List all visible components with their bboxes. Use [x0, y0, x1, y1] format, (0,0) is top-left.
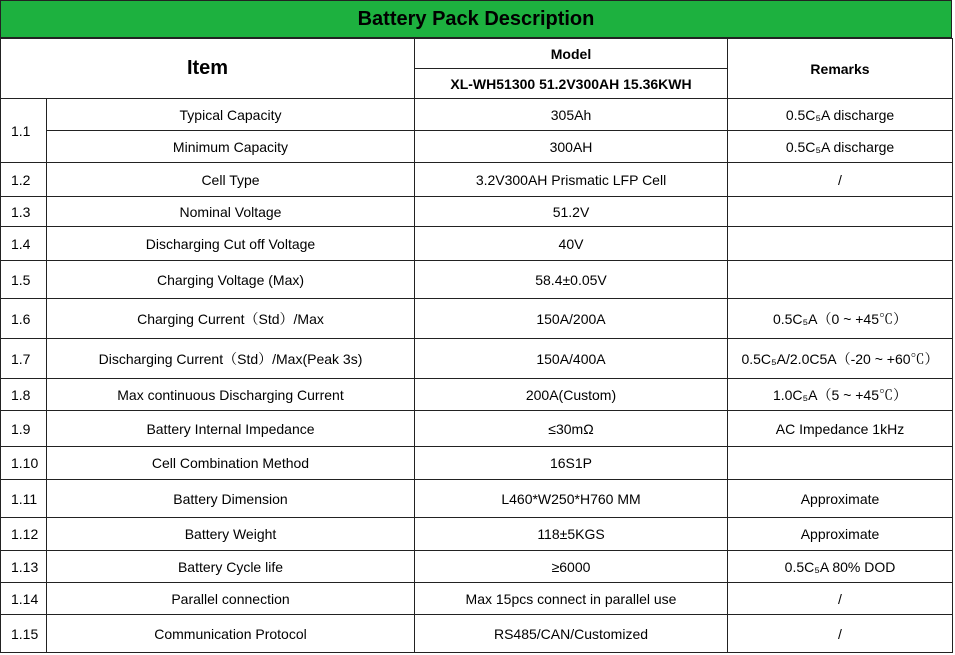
table-row [1, 480, 953, 518]
table-row [1, 131, 953, 163]
row-item: Cell Combination Method [47, 447, 415, 480]
row-remark: 0.5C₅A（0 ~ +45℃） [728, 299, 953, 339]
row-item: Parallel connection [47, 583, 415, 615]
table-row [1, 261, 953, 299]
row-value: ≤30mΩ [415, 411, 728, 447]
table-row [1, 379, 953, 411]
row-remark: 0.5C₅A 80% DOD [728, 551, 953, 583]
row-value: Max 15pcs connect in parallel use [415, 583, 728, 615]
row-number: 1.8 [1, 379, 47, 411]
row-number: 1.2 [1, 163, 47, 197]
row-remark [728, 447, 953, 480]
row-remark: Approximate [728, 480, 953, 518]
row-item: Discharging Cut off Voltage [47, 227, 415, 261]
table-row [1, 227, 953, 261]
row-value: 58.4±0.05V [415, 261, 728, 299]
row-value: 16S1P [415, 447, 728, 480]
table-row [1, 447, 953, 480]
row-number: 1.1 [1, 99, 47, 163]
table-row [1, 411, 953, 447]
row-number: 1.9 [1, 411, 47, 447]
battery-spec-table [0, 38, 953, 653]
row-remark [728, 197, 953, 227]
table-title: Battery Pack Description [0, 0, 952, 38]
remarks-column-header: Remarks [728, 39, 953, 99]
row-remark: 0.5C₅A discharge [728, 131, 953, 163]
row-item: Minimum Capacity [47, 131, 415, 163]
table-row [1, 583, 953, 615]
row-value: 200A(Custom) [415, 379, 728, 411]
row-value: 300AH [415, 131, 728, 163]
table-row [1, 339, 953, 379]
table-row [1, 299, 953, 339]
table-row [1, 99, 953, 131]
row-number: 1.4 [1, 227, 47, 261]
row-remark: 0.5C₅A/2.0C5A（-20 ~ +60℃） [728, 339, 953, 379]
row-number: 1.6 [1, 299, 47, 339]
row-value: L460*W250*H760 MM [415, 480, 728, 518]
row-remark: Approximate [728, 518, 953, 551]
table-row [1, 518, 953, 551]
table-row [1, 615, 953, 653]
row-item: Max continuous Discharging Current [47, 379, 415, 411]
row-remark: / [728, 163, 953, 197]
row-item: Battery Weight [47, 518, 415, 551]
row-value: 3.2V300AH Prismatic LFP Cell [415, 163, 728, 197]
row-item: Charging Voltage (Max) [47, 261, 415, 299]
row-number: 1.5 [1, 261, 47, 299]
table-row [1, 551, 953, 583]
row-item: Charging Current（Std）/Max [47, 299, 415, 339]
row-value: 150A/400A [415, 339, 728, 379]
row-remark [728, 227, 953, 261]
item-column-header: Item [1, 39, 415, 99]
row-remark: 0.5C₅A discharge [728, 99, 953, 131]
row-number: 1.11 [1, 480, 47, 518]
row-number: 1.12 [1, 518, 47, 551]
row-number: 1.3 [1, 197, 47, 227]
row-remark: AC Impedance 1kHz [728, 411, 953, 447]
row-remark: / [728, 583, 953, 615]
row-value: 40V [415, 227, 728, 261]
row-value: 150A/200A [415, 299, 728, 339]
model-name: XL-WH51300 51.2V300AH 15.36KWH [415, 69, 728, 99]
row-number: 1.13 [1, 551, 47, 583]
row-number: 1.7 [1, 339, 47, 379]
row-number: 1.10 [1, 447, 47, 480]
row-number: 1.15 [1, 615, 47, 653]
row-item: Typical Capacity [47, 99, 415, 131]
model-column-header: Model [415, 39, 728, 69]
row-item: Nominal Voltage [47, 197, 415, 227]
row-item: Communication Protocol [47, 615, 415, 653]
row-item: Battery Cycle life [47, 551, 415, 583]
row-value: 305Ah [415, 99, 728, 131]
row-value: 51.2V [415, 197, 728, 227]
row-remark [728, 261, 953, 299]
row-item: Discharging Current（Std）/Max(Peak 3s) [47, 339, 415, 379]
row-item: Battery Internal Impedance [47, 411, 415, 447]
row-remark: 1.0C₅A（5 ~ +45℃） [728, 379, 953, 411]
row-number: 1.14 [1, 583, 47, 615]
table-row [1, 197, 953, 227]
row-item: Cell Type [47, 163, 415, 197]
table-row [1, 163, 953, 197]
row-value: RS485/CAN/Customized [415, 615, 728, 653]
row-item: Battery Dimension [47, 480, 415, 518]
row-value: ≥6000 [415, 551, 728, 583]
row-remark: / [728, 615, 953, 653]
row-value: 118±5KGS [415, 518, 728, 551]
